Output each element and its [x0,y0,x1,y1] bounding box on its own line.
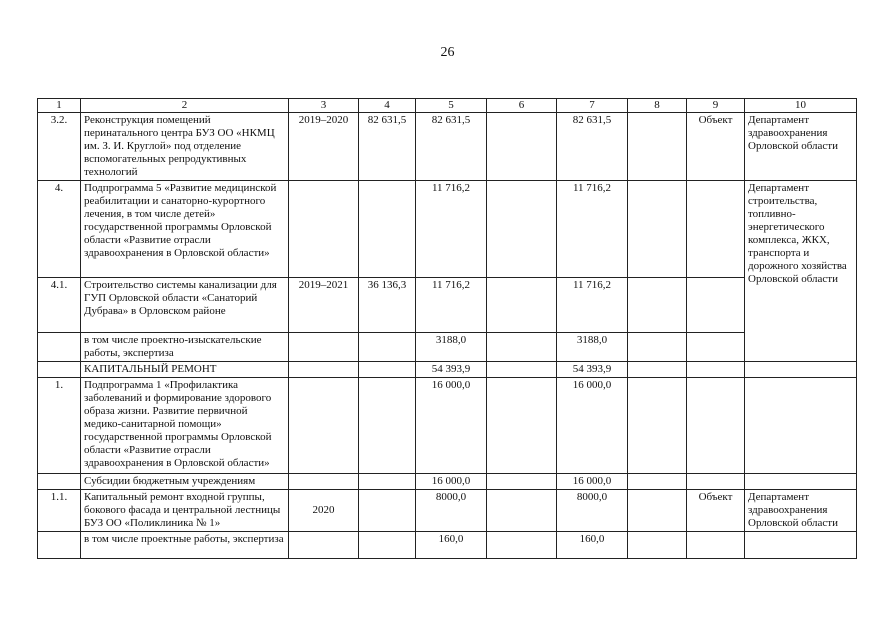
period: 2019–2020 [289,113,359,181]
period [289,333,359,362]
column-number: 1 [38,99,81,113]
measure [687,378,745,474]
row-number [38,362,81,378]
item-name: Реконструкция помещений перинатального центра БУЗ ОО «НКМЦ им. З. И. Круглой» под отделение вспомогательных репродуктивных технологий [81,113,289,181]
amount-col5: 8000,0 [416,490,487,532]
amount-col6 [487,474,557,490]
item-name: Подпрограмма 1 «Профилактика заболеваний и формирование здорового образа жизни. Развитие первичной медико-санитарной помощи» государственной программы Орловской области «Развитие отрасли здравоохранения в Орловской области» [81,378,289,474]
column-number: 10 [745,99,857,113]
executor [745,474,857,490]
measure [687,333,745,362]
column-number: 8 [628,99,687,113]
period [289,362,359,378]
measure: Объект [687,113,745,181]
column-number-row [38,99,857,113]
table-row [38,333,857,362]
total-cost [359,378,416,474]
amount-col7: 16 000,0 [557,474,628,490]
table-row [38,378,857,474]
executor [745,532,857,559]
item-name: Субсидии бюджетным учреждениям [81,474,289,490]
total-cost: 82 631,5 [359,113,416,181]
amount-col6 [487,362,557,378]
amount-col7: 11 716,2 [557,278,628,333]
column-number: 7 [557,99,628,113]
column-number: 5 [416,99,487,113]
amount-col7: 11 716,2 [557,181,628,278]
amount-col6 [487,113,557,181]
measure: Объект [687,490,745,532]
amount-col6 [487,378,557,474]
column-number: 4 [359,99,416,113]
amount-col6 [487,532,557,559]
table-row [38,181,857,278]
column-number: 9 [687,99,745,113]
period [289,378,359,474]
total-cost: 36 136,3 [359,278,416,333]
amount-col6 [487,333,557,362]
item-name: в том числе проектно-изыскательские работы, экспертиза [81,333,289,362]
amount-col8 [628,362,687,378]
amount-col5: 16 000,0 [416,474,487,490]
measure [687,181,745,278]
measure [687,532,745,559]
amount-col8 [628,474,687,490]
measure [687,278,745,333]
executor [745,362,857,378]
executor: Департамент строительства, топливно-энергетического комплекса, ЖКХ, транспорта и дорожного хозяйства Орловской области [745,181,857,362]
table-row [38,490,857,532]
column-number: 3 [289,99,359,113]
amount-col8 [628,532,687,559]
amount-col5: 16 000,0 [416,378,487,474]
table-row [38,362,857,378]
row-number [38,333,81,362]
measure [687,474,745,490]
item-name: Капитальный ремонт входной группы, бокового фасада и центральной лестницы БУЗ ОО «Поликлиника № 1» [81,490,289,532]
amount-col5: 3188,0 [416,333,487,362]
amount-col5: 160,0 [416,532,487,559]
period [289,181,359,278]
item-name: Строительство системы канализации для ГУП Орловской области «Санаторий Дубрава» в Орловском районе [81,278,289,333]
table-row [38,532,857,559]
row-number: 1. [38,378,81,474]
column-number: 2 [81,99,289,113]
total-cost [359,490,416,532]
section-title: КАПИТАЛЬНЫЙ РЕМОНТ [81,362,289,378]
amount-col6 [487,490,557,532]
executor [745,378,857,474]
total-cost [359,333,416,362]
row-number: 3.2. [38,113,81,181]
total-cost [359,181,416,278]
amount-col5: 11 716,2 [416,181,487,278]
row-number: 4.1. [38,278,81,333]
item-name: Подпрограмма 5 «Развитие медицинской реабилитации и санаторно-курортного лечения, в том числе детей» государственной программы Орловской области «Развитие отрасли здравоохранения в Орловской области» [81,181,289,278]
program-table [37,98,857,559]
period [289,474,359,490]
table-row [38,113,857,181]
row-number [38,532,81,559]
row-number [38,474,81,490]
amount-col7: 160,0 [557,532,628,559]
amount-col5: 11 716,2 [416,278,487,333]
amount-col8 [628,490,687,532]
amount-col8 [628,278,687,333]
table-row [38,474,857,490]
amount-col5: 82 631,5 [416,113,487,181]
amount-col7: 54 393,9 [557,362,628,378]
table-row [38,278,857,333]
period [289,532,359,559]
measure [687,362,745,378]
total-cost [359,474,416,490]
row-number: 1.1. [38,490,81,532]
row-number: 4. [38,181,81,278]
amount-col8 [628,333,687,362]
period: 2019–2021 [289,278,359,333]
executor: Департамент здравоохранения Орловской области [745,113,857,181]
amount-col8 [628,113,687,181]
period: 2020 [289,490,359,532]
page-number: 26 [440,45,455,60]
column-number: 6 [487,99,557,113]
amount-col8 [628,181,687,278]
amount-col6 [487,278,557,333]
amount-col5: 54 393,9 [416,362,487,378]
amount-col7: 8000,0 [557,490,628,532]
executor: Департамент здравоохранения Орловской области [745,490,857,532]
item-name: в том числе проектные работы, экспертиза [81,532,289,559]
total-cost [359,532,416,559]
amount-col7: 3188,0 [557,333,628,362]
amount-col8 [628,378,687,474]
total-cost [359,362,416,378]
amount-col7: 82 631,5 [557,113,628,181]
amount-col7: 16 000,0 [557,378,628,474]
amount-col6 [487,181,557,278]
